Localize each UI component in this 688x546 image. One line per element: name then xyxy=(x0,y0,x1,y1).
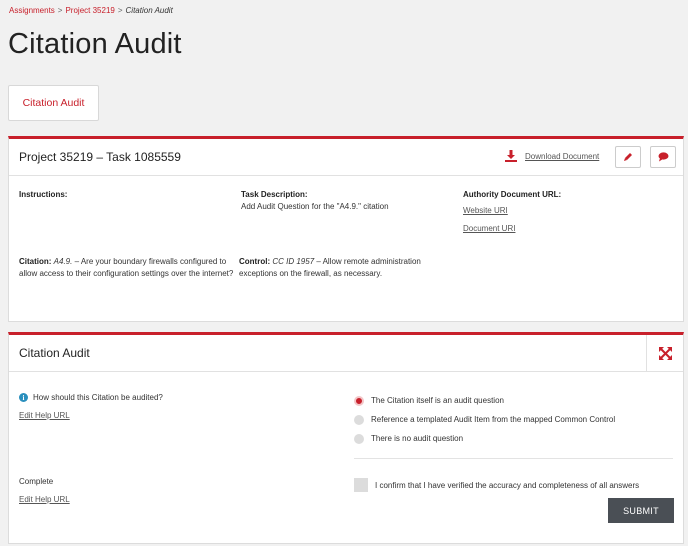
control-block xyxy=(239,256,449,280)
page-title: Citation Audit xyxy=(8,28,182,60)
citation-block xyxy=(19,256,237,280)
instructions-label: Instructions: xyxy=(19,190,68,199)
breadcrumb xyxy=(9,6,173,15)
info-icon: i xyxy=(19,393,28,402)
task-description-label: Task Description: xyxy=(241,190,308,199)
website-uri-link[interactable]: Website URI xyxy=(463,206,508,215)
document-uri-link[interactable]: Document URI xyxy=(463,224,516,233)
citation-text: – Are your boundary firewalls configured to allow access to their configuration settings over the internet? xyxy=(19,257,234,278)
task-description-text: Add Audit Question for the "A4.9." citation xyxy=(241,202,389,211)
radio-label: Reference a templated Audit Item from the mapped Common Control xyxy=(371,415,616,424)
breadcrumb-separator: > xyxy=(57,6,63,15)
radio-label: There is no audit question xyxy=(371,434,464,443)
radio-citation-is-question[interactable] xyxy=(354,396,364,406)
download-document-label: Download Document xyxy=(525,151,600,161)
breadcrumb-link-assignments[interactable]: Assignments xyxy=(9,6,55,15)
edit-button[interactable] xyxy=(615,146,641,168)
download-icon xyxy=(505,150,517,162)
task-card xyxy=(8,136,684,322)
audit-question-text: How should this Citation be audited? xyxy=(33,393,163,402)
submit-button[interactable]: SUBMIT xyxy=(608,498,674,523)
comment-icon xyxy=(658,152,669,162)
comment-button[interactable] xyxy=(650,146,676,168)
breadcrumb-separator: > xyxy=(117,6,123,15)
citation-id: A4.9. xyxy=(53,257,73,266)
task-card-header xyxy=(9,139,683,176)
pencil-icon xyxy=(623,152,633,162)
citation-label: Citation: xyxy=(19,257,52,266)
complete-help-url-link[interactable]: Edit Help URL xyxy=(19,495,70,504)
download-document-link[interactable] xyxy=(505,150,599,162)
radio-label: The Citation itself is an audit question xyxy=(371,396,504,405)
radio-no-audit-question[interactable] xyxy=(354,434,364,444)
expand-button[interactable] xyxy=(646,335,683,372)
audit-card-header xyxy=(9,335,683,372)
breadcrumb-current: Citation Audit xyxy=(125,6,173,15)
confirm-text: I confirm that I have verified the accuracy and completeness of all answers xyxy=(375,481,640,490)
radio-reference-templated[interactable] xyxy=(354,415,364,425)
control-text: – Allow remote administration exceptions on the firewall, as necessary. xyxy=(239,257,421,278)
control-label: Control: xyxy=(239,257,271,266)
authority-document-label: Authority Document URL: xyxy=(463,190,562,199)
task-card-title: Project 35219 – Task 1085559 xyxy=(19,150,181,164)
complete-label: Complete xyxy=(19,477,54,486)
confirm-checkbox[interactable] xyxy=(354,478,368,492)
edit-help-url-link[interactable]: Edit Help URL xyxy=(19,411,70,420)
tab-citation-audit[interactable]: Citation Audit xyxy=(8,85,99,121)
breadcrumb-link-project[interactable]: Project 35219 xyxy=(65,6,115,15)
audit-card-title: Citation Audit xyxy=(19,346,90,360)
divider xyxy=(354,458,673,459)
control-id: CC ID 1957 xyxy=(272,257,315,266)
citation-audit-card xyxy=(8,332,684,544)
expand-icon xyxy=(659,347,672,360)
